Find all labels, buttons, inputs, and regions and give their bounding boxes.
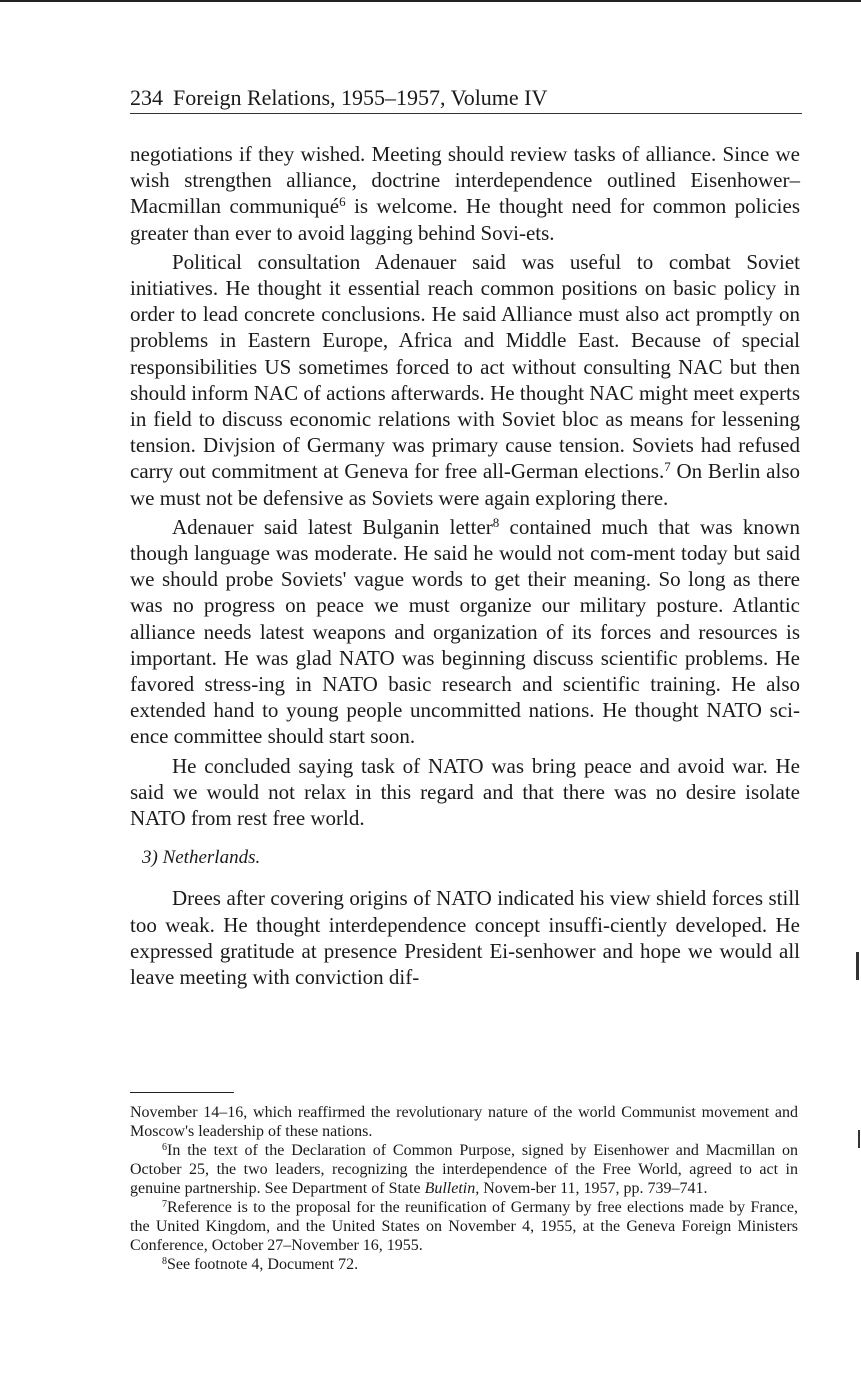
footnote-8 — [130, 1255, 798, 1274]
main-text — [130, 141, 800, 990]
paragraph-2-text-a: Political consultation Adenauer said was useful to combat Soviet initiatives. He thought it essential reach common positions on basic policy in order to lead concrete conclusions. He said Alliance must also act promptly on problems in Eastern Europe, Africa and Middle East. Because of special responsibilities US sometimes forced to act without consulting NAC but then should inform NAC of actions afterwards. He thought NAC might meet experts in field to discuss economic relations with Soviet bloc as means for lessening tension. Divjsion of Germany was primary cause tension. Soviets had refused carry out commitment at Geneva for free all-German elections. — [130, 249, 800, 484]
paragraph-4: He concluded saying task of NATO was bring peace and avoid war. He said we would not relax in this regard and that there was no desire isolate NATO from rest free world. — [130, 753, 800, 831]
paragraph-1-text-b: is welcome. He thought need for common policies greater than ever to avoid lagging behind Sovi-ets. — [130, 194, 800, 245]
volume-title: Foreign Relations, 1955–1957, Volume IV — [173, 85, 548, 110]
paragraph-3-text-b: contained much that was known though language was moderate. He said he would not com-ment today but said we should probe Soviets' vague words to get their meaning. So long as there was no progress on peace we must organize our military posture. Atlantic alliance needs latest weapons and organization of its forces and resources is important. He was glad NATO was beginning discuss scientific problems. He favored stress-ing in NATO basic research and scientific training. He also extended hand to young people uncommitted nations. He thought NATO sci-ence committee should start soon. — [130, 514, 800, 749]
paragraph-3 — [130, 514, 800, 750]
scan-top-edge — [0, 0, 861, 2]
paragraph-3-text-a: Adenauer said latest Bulganin letter — [172, 514, 493, 539]
footnote-7-marker: 7 — [162, 1199, 167, 1210]
footnote-8-text: See footnote 4, Document 72. — [167, 1256, 359, 1273]
footnote-6-text-b: Novem-ber 11, 1957, pp. 739–741. — [479, 1180, 708, 1197]
footnote-7 — [130, 1198, 798, 1255]
footnote-6-text-a: In the text of the Declaration of Common Purpose, signed by Eisenhower and Macmillan on October 25, the two leaders, recognizing the interdependence of the Free World, agreed to act in genuine partnership. See Department of State — [130, 1142, 798, 1197]
paragraph-2-text-b: On Berlin also we must not be defensive as Soviets were again exploring there. — [130, 459, 801, 510]
section-heading-netherlands: 3) Netherlands. — [142, 847, 261, 869]
footnote-6-marker: 6 — [162, 1142, 167, 1153]
footnote-continued: November 14–16, which reaffirmed the revolutionary nature of the world Communist movement and Moscow's leadership of these nations. — [130, 1104, 798, 1140]
footnote-6 — [130, 1141, 798, 1198]
footnote-7-text: Reference is to the proposal for the reunification of Germany by free elections made by France, the United Kingdom, and the United States on November 4, 1955, at the Geneva Foreign Ministers Conference, October 27–November 16, 1955. — [130, 1199, 798, 1254]
footnote-ref-6: 6 — [339, 194, 346, 210]
running-header — [130, 84, 802, 114]
scan-margin-mark — [856, 952, 859, 980]
footnote-6-italic: Bulletin, — [424, 1180, 480, 1197]
footnote-8-marker: 8 — [162, 1256, 167, 1267]
paragraph-5: Drees after covering origins of NATO indicated his view shield forces still too weak. He thought interdependence concept insuffi-ciently developed. He expressed gratitude at presence President Ei-senhower and hope we would all leave meeting with conviction dif- — [130, 886, 800, 990]
paragraph-1 — [130, 141, 800, 246]
footnote-ref-7: 7 — [664, 459, 671, 475]
footnote-ref-8: 8 — [492, 514, 500, 530]
footnotes — [130, 1103, 798, 1274]
footnote-divider — [130, 1092, 234, 1093]
scan-margin-mark — [858, 1130, 860, 1148]
page-number: 234 — [130, 85, 163, 110]
paragraph-1-text-a: negotiations if they wished. Meeting should review tasks of alliance. Since we wish strengthen alliance, doctrine interdependence outlined Eisenhower–Macmillan communiqué — [130, 142, 800, 219]
paragraph-2 — [130, 249, 800, 511]
